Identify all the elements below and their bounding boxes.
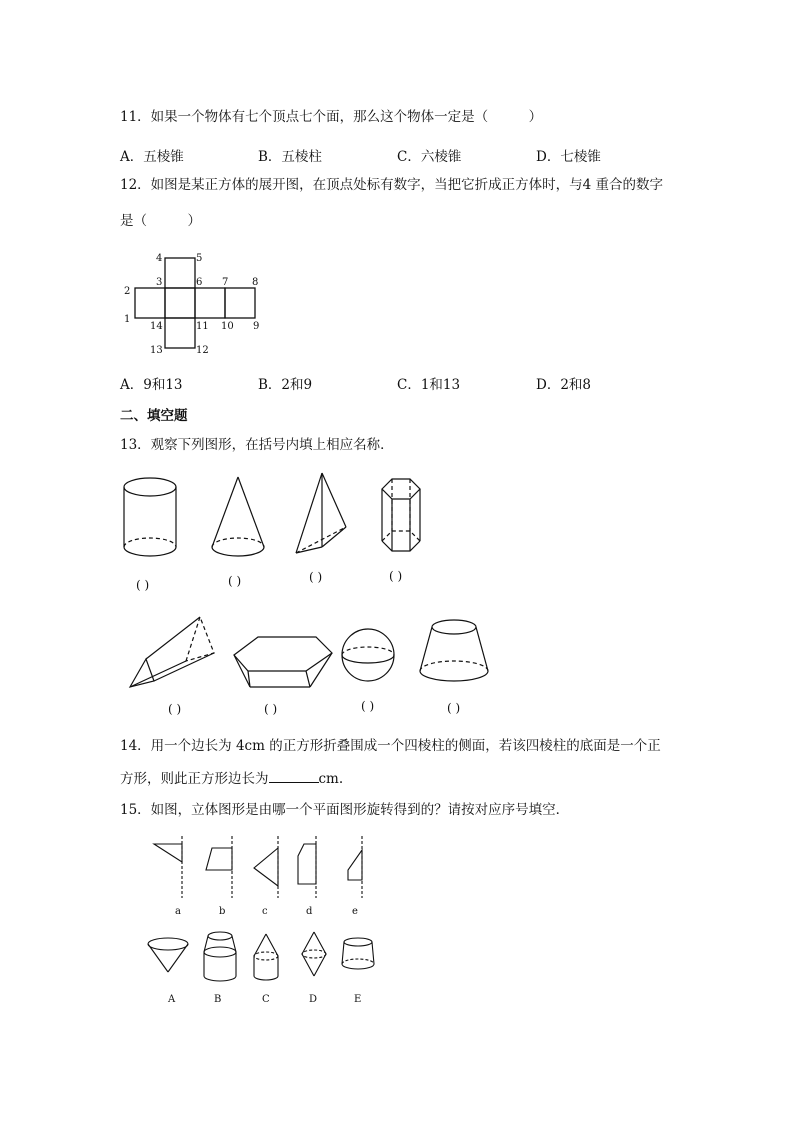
- net-label: 5: [196, 253, 203, 264]
- q13-answer-blank-1[interactable]: ( ): [136, 578, 150, 592]
- q12-option-d: D．2和8: [536, 377, 592, 393]
- plane-shape-d: [298, 836, 316, 898]
- plane-label: d: [306, 906, 313, 917]
- q13-text: 13．观察下列图形，在括号内填上相应名称．: [120, 437, 394, 453]
- solid-label: B: [214, 994, 222, 1005]
- q13-answer-blank-6[interactable]: ( ): [264, 702, 278, 716]
- net-label: 10: [221, 321, 234, 332]
- solid-e: [342, 938, 374, 969]
- q13-answer-blank-3[interactable]: ( ): [309, 570, 323, 584]
- net-label: 2: [124, 286, 131, 297]
- q12-text-line1: 12．如图是某正方体的展开图，在顶点处标有数字，当把它折成正方体时，与4 重合的数字: [120, 177, 664, 193]
- solid-a: [148, 938, 188, 972]
- net-label: 1: [124, 314, 131, 325]
- plane-label: a: [175, 906, 181, 917]
- q11-option-d: D．七棱锥: [536, 149, 601, 165]
- plane-label: b: [219, 906, 226, 917]
- solids-figure: [110, 465, 690, 725]
- solid-label: C: [262, 994, 270, 1005]
- q12-option-a: A．9和13: [120, 377, 183, 393]
- q11-option-a: A．五棱锥: [120, 149, 184, 165]
- q13-answer-blank-2[interactable]: ( ): [228, 574, 242, 588]
- pentagonal-prism-shape: [234, 637, 332, 687]
- tri-prism-shape: [130, 617, 214, 687]
- plane-label: e: [352, 906, 358, 917]
- net-label: 7: [222, 277, 229, 288]
- q14-text-line1: 14．用一个边长为 4cm 的正方形折叠围成一个四棱柱的侧面，若该四棱柱的底面是一个正: [120, 738, 661, 754]
- sphere-shape: [342, 629, 394, 681]
- cylinder-shape: [124, 478, 176, 556]
- hex-prism-shape: [382, 479, 420, 551]
- plane-shape-c: [254, 836, 278, 898]
- solid-d: [302, 932, 326, 976]
- cone-shape: [212, 477, 264, 556]
- q14-answer-blank[interactable]: [269, 768, 319, 783]
- solid-label: D: [309, 994, 318, 1005]
- q13-answer-blank-4[interactable]: ( ): [389, 569, 403, 583]
- q13-answer-blank-7[interactable]: ( ): [361, 699, 375, 713]
- cube-net-figure: [118, 250, 268, 365]
- q11-text: 11．如果一个物体有七个顶点七个面，那么这个物体一定是（ ）: [120, 109, 543, 125]
- net-label: 6: [196, 277, 203, 288]
- frustum-shape: [420, 620, 488, 681]
- q12-option-c: C．1和13: [397, 377, 461, 393]
- solid-label: E: [354, 994, 362, 1005]
- q14-text-prefix: 方形，则此正方形边长为: [120, 771, 269, 787]
- q11-option-c: C．六棱锥: [397, 149, 462, 165]
- q14-text-line2: [120, 768, 343, 789]
- net-label: 9: [253, 321, 260, 332]
- solid-c: [254, 934, 278, 980]
- net-label: 12: [196, 345, 209, 356]
- q14-text-suffix: cm.: [318, 771, 344, 787]
- q11-option-b: B．五棱柱: [258, 149, 322, 165]
- net-label: 13: [150, 345, 163, 356]
- plane-shape-e: [348, 836, 362, 898]
- plane-shape-b: [206, 836, 232, 898]
- q15-text: 15．如图，立体图形是由哪一个平面图形旋转得到的？请按对应序号填空．: [120, 802, 570, 818]
- section-title: 二、填空题: [120, 408, 188, 424]
- net-label: 3: [156, 277, 163, 288]
- q12-text-line2: 是（ ）: [120, 213, 201, 229]
- q13-answer-blank-8[interactable]: ( ): [447, 701, 461, 715]
- net-label: 8: [252, 277, 259, 288]
- plane-label: c: [262, 906, 268, 917]
- net-label: 11: [196, 321, 209, 332]
- plane-shape-a: [154, 836, 182, 898]
- net-label: 4: [156, 253, 163, 264]
- rotation-figure: [140, 832, 390, 1012]
- net-label: 14: [150, 321, 163, 332]
- solid-b: [204, 932, 236, 981]
- q13-answer-blank-5[interactable]: ( ): [168, 702, 182, 716]
- solid-label: A: [168, 994, 176, 1005]
- q12-option-b: B．2和9: [258, 377, 313, 393]
- pyramid-shape: [296, 473, 346, 553]
